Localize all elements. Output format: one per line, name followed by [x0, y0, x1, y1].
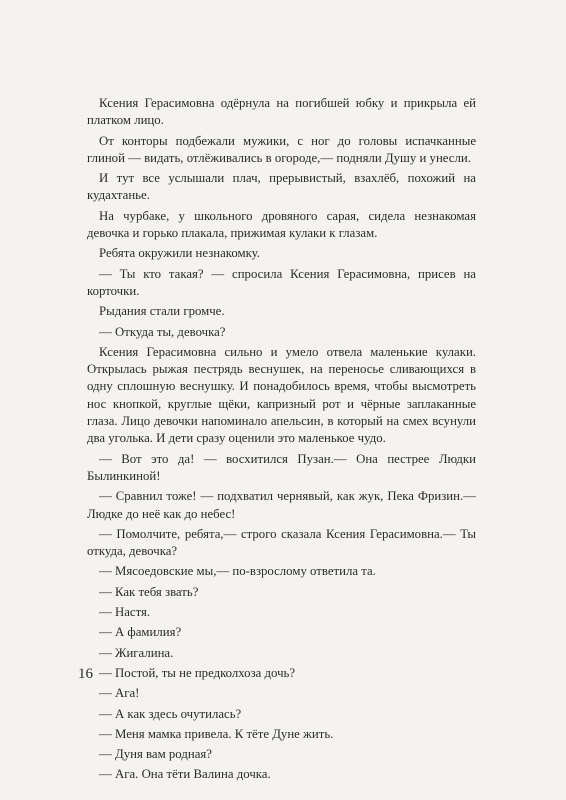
paragraph: — Сравнил тоже! — подхватил чернявый, как жук, Пека Фризин.— Людке до неё как до небес!	[87, 489, 476, 521]
paragraph: — Ага!	[99, 686, 140, 701]
paragraph: Ксения Герасимовна одёрнула на погибшей юбку и прикрыла ей платком лицо.	[87, 96, 476, 128]
paragraph: От конторы подбежали мужики, с ног до головы испачканные глиной — видать, отлёживались в огороде,— подняли Душу и унесли.	[87, 133, 476, 165]
paragraph: — Постой, ты не предколхоза дочь?	[99, 665, 296, 680]
page-number: 16	[78, 666, 93, 682]
paragraph: — Настя.	[99, 605, 151, 620]
paragraph: Ксения Герасимовна сильно и умело отвела маленькие кулаки. Открылась рыжая пестрядь веснушек, на переносье сливающихся в одну сплошную веснушку. И понадобилось время, чтобы высмотреть нос кнопкой, круглые щёки, капризный рот и чёрные заплаканные глаза. Лицо девочки напоминало апельсин, в который на смех всунули два уголька. И дети сразу оценили это маленькое чудо.	[87, 344, 476, 446]
paragraph: — Как тебя звать?	[99, 584, 199, 599]
paragraph: — Откуда ты, девочка?	[99, 324, 226, 339]
paragraph: — Мясоедовские мы,— по-взрослому ответила та.	[99, 564, 376, 579]
paragraph: Ребята окружили незнакомку.	[99, 246, 260, 261]
paragraph: Рыдания стали громче.	[99, 304, 225, 319]
paragraph: — Ты кто такая? — спросила Ксения Герасимовна, присев на корточки.	[87, 266, 476, 298]
body-text	[87, 95, 476, 787]
paragraph: И тут все услышали плач, прерывистый, взахлёб, похожий на кудахтанье.	[87, 171, 476, 203]
paragraph: На чурбаке, у школьного дровяного сарая, сидела незнакомая девочка и горько плакала, прижимая кулаки к глазам.	[87, 208, 476, 241]
paragraph: — Ага. Она тёти Валина дочка.	[99, 767, 271, 782]
paragraph: — А как здесь очутилась?	[99, 706, 242, 721]
paragraph: — Жигалина.	[99, 645, 174, 660]
paragraph: — Меня мамка привела. К тёте Дуне жить.	[99, 726, 334, 741]
paragraph: — Помолчите, ребята,— строго сказала Ксения Герасимовна.— Ты откуда, девочка?	[87, 526, 476, 559]
paragraph: — Дуня вам родная?	[99, 747, 212, 762]
paragraph: — Вот это да! — восхитился Пузан.— Она пестрее Людки Былинкиной!	[87, 451, 476, 483]
paragraph: — А фамилия?	[99, 625, 182, 640]
